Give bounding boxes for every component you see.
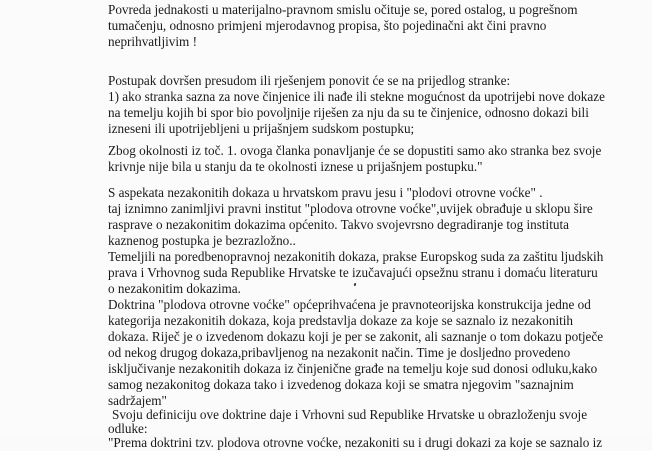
text-line: Doktrina "plodova otrovne voćke" općeprihvaćena je pravnoteorijska konstrukcija jedne od	[108, 297, 591, 312]
text-line: rasprave o nezakonitim dokazima općenito. Takvo svojevrsno degradiranje tog instituta	[108, 217, 569, 232]
text-line: 1) ako stranka sazna za nove činjenice ili nađe ili stekne mogućnost da upotrijebi nove dokaze	[108, 89, 605, 104]
text-line: Svoju definiciju ove doktrine daje i Vrhovni sud Republike Hrvatske u obrazloženju svoje	[112, 407, 588, 422]
text-line: "Prema doktrini tzv. plodova otrovne voćke, nezakoniti su i drugi dokazi za koje se saznalo iz	[108, 435, 603, 450]
text-line: sadržajem"	[108, 393, 167, 408]
text-line: na temelju kojih bi spor bio povoljnije riješen za nju da su te činjenice, odnosno dokazi bili	[108, 105, 589, 120]
text-line: prava i Vrhovnog suda Republike Hrvatske te izučavajući opsežnu stranu i domaću literaturu	[108, 265, 598, 280]
text-line: od nekog drugog dokaza,pribavljenog na nezakonit način. Time je dosljedno provedeno	[108, 345, 571, 360]
text-line: Postupak dovršen presudom ili rješenjem ponovit će se na prijedlog stranke:	[108, 73, 511, 88]
text-line: S aspekata nezakonitih dokaza u hrvatskom pravu jesu i "plodovi otrovne voćke" .	[108, 185, 543, 200]
text-line: kategorija nezakonitih dokaza, koja predstavlja dokaze za koje se saznalo iz nezakonitih	[108, 313, 574, 328]
text-line: samog nezakonitog dokaza tako i izvedenog dokaza koji se smatra njegovim "saznajnim	[108, 377, 574, 392]
text-line: odluke:	[108, 421, 148, 436]
text-line: tumačenju, odnosno primjeni mjerodavnog propisa, što pojedinačni akt čini pravno	[108, 18, 547, 33]
text-line: Temeljili na poredbenopravnoj nezakonitih dokaza, prakse Europskog suda za zaštitu ljudskih	[108, 249, 604, 264]
text-line: o nezakonitim dokazima.	[108, 281, 241, 296]
text-line: krivnje nije bila u stanju da te okolnosti iznese u prijašnjem postupku."	[108, 159, 483, 174]
text-line: neprihvatljivim !	[108, 34, 197, 49]
text-line: Zbog okolnosti iz toč. 1. ovoga članka ponavljanje će se dopustiti samo ako stranka bez svoje	[108, 143, 602, 158]
text-line: isključivanje nezakonitih dokaza iz činjeničnе građe na temelju koje sud donosi odluku,kako	[108, 361, 598, 376]
text-line: taj iznimno zanimljivi pravni institut "plodova otrovne voćke",uvijek obrađuje u sklopu šire	[108, 201, 593, 216]
text-line: Povreda jednakosti u materijalno-pravnom smislu očituje se, pored ostalog, u pogrešnom	[108, 2, 578, 17]
text-line: kaznenog postupka je bezrazložno..	[108, 233, 296, 248]
text-line: izneseni ili upotrijebljeni u prijašnjem sudskom postupku;	[108, 121, 415, 136]
text-line: dokaza. Riječ je o izvedenom dokazu koji je per se zakonit, ali saznanje o tom dokazu potječe	[108, 329, 604, 344]
scan-speck	[354, 283, 357, 287]
